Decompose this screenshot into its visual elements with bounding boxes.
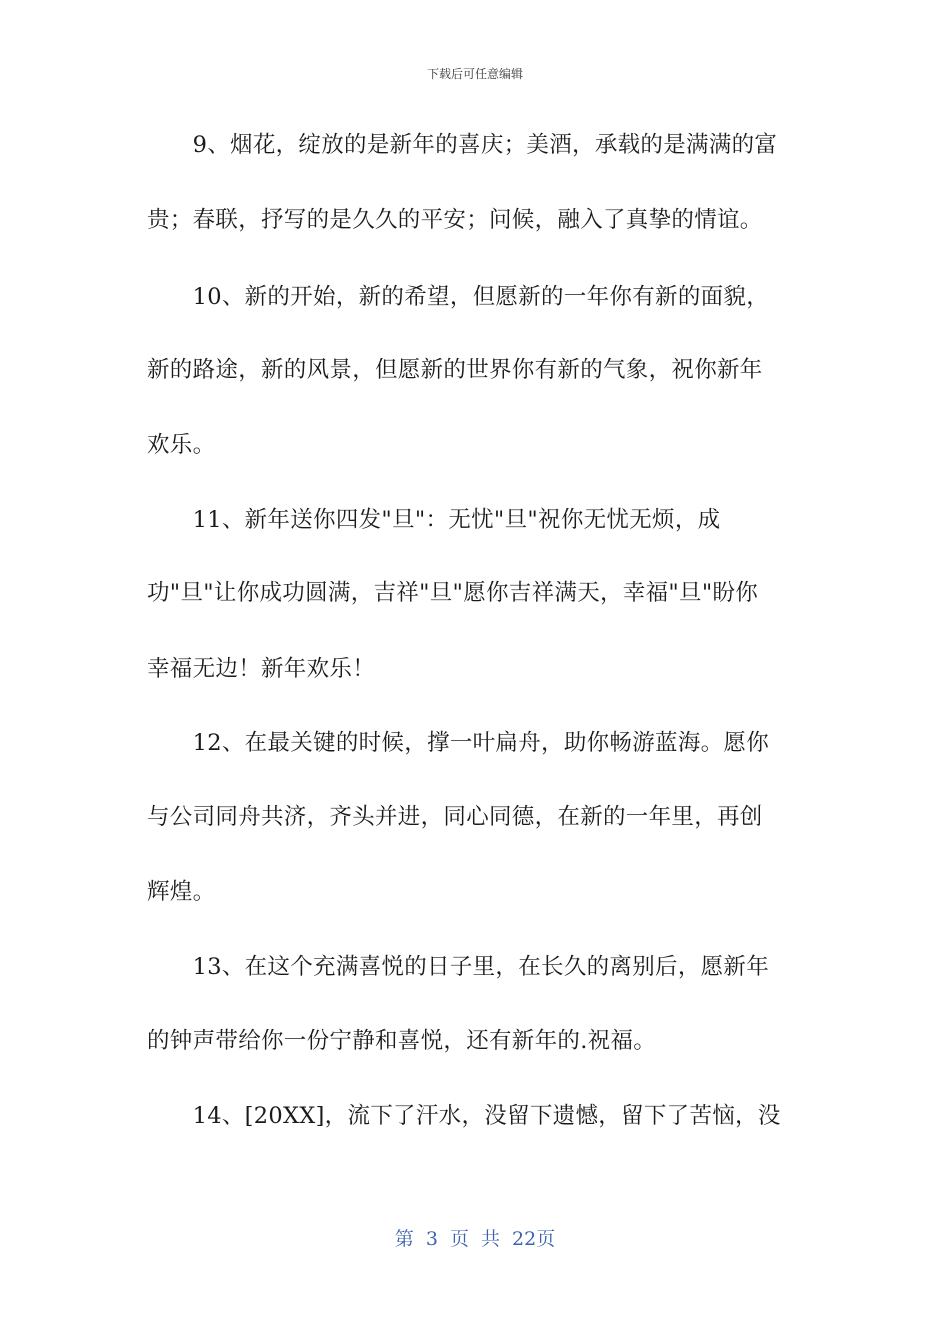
text-line: 11、新年送你四发"旦"：无忧"旦"祝你无忧无烦，成: [147, 507, 721, 533]
text-line: 10、新的开始，新的希望，但愿新的一年你有新的面貌，: [147, 284, 770, 310]
text-line: 14、[20XX]，流下了汗水，没留下遗憾，留下了苦恼，没: [147, 1103, 781, 1129]
page-header: 下载后可任意编辑: [426, 67, 523, 81]
text-line: 欢乐。: [147, 432, 216, 458]
text-line: 贵；春联，抒写的是久久的平安；问候，融入了真挚的情谊。: [147, 207, 763, 233]
text-line: 9、烟花，绽放的是新年的喜庆；美酒，承载的是满满的富: [147, 132, 778, 158]
text-line: 12、在最关键的时候，撑一叶扁舟，助你畅游蓝海。愿你: [147, 730, 770, 756]
text-line: 功"旦"让你成功圆满，吉祥"旦"愿你吉祥满天，幸福"旦"盼你: [147, 580, 759, 606]
text-line: 13、在这个充满喜悦的日子里，在长久的离别后，愿新年: [147, 954, 770, 980]
text-line: 辉煌。: [147, 879, 216, 905]
text-line: 幸福无边！新年欢乐！: [147, 656, 376, 682]
page-footer: 第 3 页 共 22页: [394, 1228, 556, 1250]
text-line: 的钟声带给你一份宁静和喜悦，还有新年的.祝福。: [147, 1028, 657, 1054]
text-line: 新的路途，新的风景，但愿新的世界你有新的气象，祝你新年: [147, 357, 763, 383]
text-line: 与公司同舟共济，齐头并进，同心同德，在新的一年里，再创: [147, 804, 763, 830]
